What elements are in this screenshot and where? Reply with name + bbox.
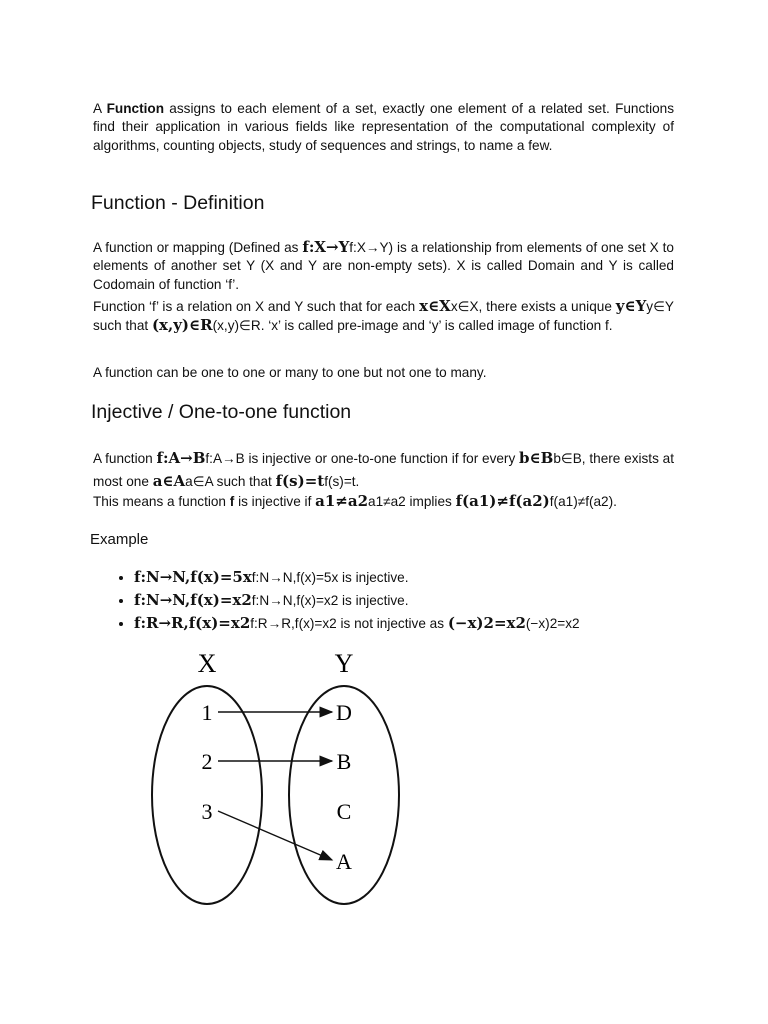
section-heading-injective: Injective / One-to-one function [91, 401, 352, 423]
text: f(a1)≠f(a2). [549, 494, 617, 509]
codomain-element: D [336, 700, 352, 725]
injective-paragraph-1 [93, 447, 674, 493]
text: A function or mapping (Defined as [93, 240, 303, 255]
codomain-element: B [336, 749, 352, 774]
example-label: Example [90, 531, 149, 548]
text: f:N→N,f(x)=x2 is injective. [251, 593, 409, 608]
text: a1≠a2 implies [368, 494, 456, 509]
text: (−x)2=x2 [525, 616, 580, 631]
text: f(s)=t. [324, 474, 360, 489]
example-list [90, 566, 734, 635]
math-formula: f:N→N,f(x)=x2 [134, 591, 252, 609]
set-x-label: X [197, 649, 217, 678]
text: y∈Y such that [93, 299, 674, 334]
text: This means a function [93, 494, 230, 509]
math-formula: f(a1)≠f(a2) [455, 492, 550, 510]
math-formula: (−x)2=x2 [447, 614, 526, 632]
definition-paragraph-1 [93, 238, 674, 294]
intro-text-start: A [93, 101, 107, 116]
text: f:A→B is injective or one-to-one function if for every [205, 451, 520, 466]
text: f:X→Y) is a relationship from elements of one set X to elements of another set Y (X and Y are non-empty sets). X is called Domain and Y is called Codomain of function ‘f’. [93, 240, 674, 292]
function-symbol: f [229, 494, 235, 509]
text: f:N→N,f(x)=5x is injective. [251, 570, 409, 585]
math-formula: b∈B [519, 449, 554, 467]
set-y-label: Y [334, 649, 354, 678]
intro-paragraph [93, 100, 674, 155]
domain-element: 3 [201, 799, 213, 824]
text: b∈B, there exists at most one [93, 451, 675, 489]
injective-paragraph-2 [93, 492, 674, 511]
list-item [134, 566, 734, 589]
math-formula: f:R→R,f(x)=x2 [134, 614, 251, 632]
text: A function [93, 451, 157, 466]
text: a∈A such that [185, 474, 276, 489]
text: x∈X, there exists a unique [450, 299, 616, 314]
section-heading-definition: Function - Definition [91, 192, 265, 214]
mapping-arrow [218, 811, 332, 860]
text: (x,y)∈R. ‘x’ is called pre-image and ‘y’ is called image of function f. [212, 318, 613, 334]
domain-element: 1 [201, 700, 213, 725]
math-formula: y∈Y [615, 297, 647, 315]
math-formula: f:N→N,f(x)=5x [134, 568, 252, 586]
definition-paragraph-2 [93, 297, 674, 336]
definition-paragraph-3: A function can be one to one or many to one but not one to many. [93, 365, 487, 380]
math-formula: a∈A [152, 472, 186, 490]
list-item [134, 612, 734, 635]
math-formula: f:A→B [156, 449, 206, 467]
intro-text-rest: assigns to each element of a set, exactly one element of a related set. Functions find their application in various fields like representation of the computational complexity of algorithms, counting objects, study of sequences and strings, to name a few. [93, 101, 675, 153]
math-formula: f:X→Y [302, 238, 350, 256]
text: Function ‘f’ is a relation on X and Y such that for each [93, 299, 420, 314]
math-formula: a1≠a2 [315, 492, 369, 510]
codomain-element: A [336, 849, 352, 874]
list-item [134, 589, 734, 612]
text: f:R→R,f(x)=x2 is not injective as [250, 616, 448, 631]
domain-element: 2 [201, 749, 213, 774]
math-formula: (x,y)∈R [151, 316, 213, 335]
math-formula: f(s)=t [275, 472, 325, 490]
codomain-element: C [336, 799, 352, 824]
function-term: Function [106, 101, 164, 116]
math-formula: x∈X [419, 297, 451, 315]
mapping-diagram [140, 640, 420, 910]
text: is injective if [234, 494, 316, 509]
